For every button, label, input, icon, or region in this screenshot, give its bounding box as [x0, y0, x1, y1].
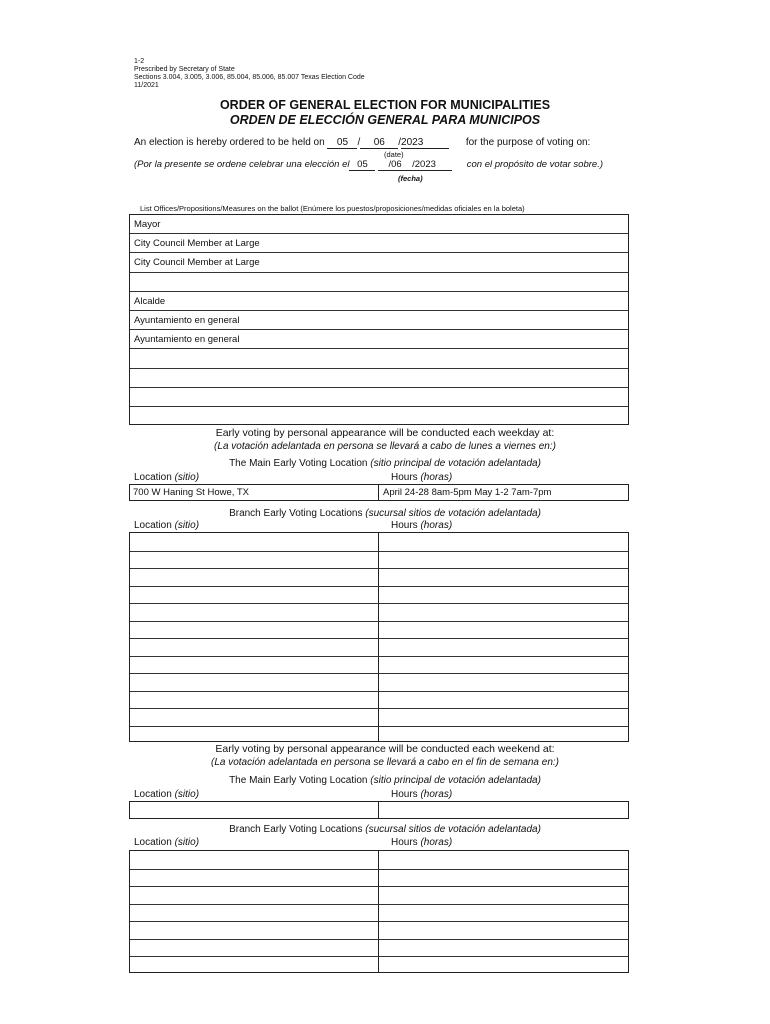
weekday-main-location[interactable]: 700 W Haning St Howe, TX	[133, 487, 249, 498]
weekday-main-title: The Main Early Voting Location (sitio principal de votación adelantada)	[229, 458, 541, 469]
office-row[interactable]: Ayuntamiento en general	[130, 311, 628, 330]
table-row-divider	[130, 551, 628, 552]
table-row-divider	[130, 656, 628, 657]
table-row-divider	[130, 939, 628, 940]
form-date: 11/2021	[134, 82, 159, 89]
election-text-en: An election is hereby ordered to be held on	[134, 137, 325, 148]
office-row[interactable]	[130, 349, 628, 368]
date-label: (date)	[384, 150, 404, 159]
offices-heading: List Offices/Propositions/Measures on the ballot (Enúmere los puestos/proposiciones/medidas oficiales en la boleta)	[140, 204, 525, 213]
year-field[interactable]: 2023	[401, 137, 449, 149]
table-row-divider	[130, 886, 628, 887]
weekday-branch-hours-header: Hours (horas)	[391, 520, 453, 531]
table-row-divider	[130, 673, 628, 674]
code-sections: Sections 3.004, 3.005, 3.006, 85.004, 85.006, 85.007 Texas Election Code	[134, 74, 365, 81]
year-field-es[interactable]: /2023	[412, 159, 452, 171]
office-row[interactable]	[130, 388, 628, 407]
office-row[interactable]: City Council Member at Large	[130, 234, 628, 253]
office-row[interactable]: City Council Member at Large	[130, 253, 628, 272]
table-row-divider	[130, 586, 628, 587]
weekday-branch-table	[129, 532, 629, 742]
election-after-es: con el propósito de votar sobre.)	[466, 159, 603, 170]
table-row-divider	[130, 956, 628, 957]
title-spanish: ORDEN DE ELECCIÓN GENERAL PARA MUNICIPOS	[229, 113, 541, 127]
day-field-es[interactable]: /06	[378, 159, 412, 171]
table-row-divider	[130, 708, 628, 709]
weekday-main-table	[129, 484, 629, 501]
election-text-es: (Por la presente se ordene celebrar una elección el	[134, 159, 350, 170]
office-row[interactable]	[130, 369, 628, 388]
form-number: 1-2	[134, 58, 145, 65]
weekend-main-title: The Main Early Voting Location (sitio principal de votación adelantada)	[229, 775, 541, 786]
table-row-divider	[130, 726, 628, 727]
weekday-hours-header: Hours (horas)	[391, 472, 453, 483]
weekend-hours-header: Hours (horas)	[391, 789, 453, 800]
offices-list	[129, 214, 629, 425]
weekend-branch-hours-header: Hours (horas)	[391, 837, 453, 848]
table-row-divider	[130, 921, 628, 922]
prescribed-by: Prescribed by Secretary of State	[134, 66, 235, 73]
weekend-branch-location-header: Location (sitio)	[134, 837, 200, 848]
table-row-divider	[130, 568, 628, 569]
fecha-label: (fecha)	[398, 174, 423, 183]
office-row[interactable]: Mayor	[130, 215, 628, 234]
weekday-main-hours[interactable]: April 24-28 8am-5pm May 1-2 7am-7pm	[383, 487, 552, 498]
weekend-branch-table	[129, 850, 629, 973]
weekday-location-header: Location (sitio)	[134, 472, 200, 483]
weekend-branch-title: Branch Early Voting Locations (sucursal sitios de votación adelantada)	[229, 824, 541, 835]
election-after-en: for the purpose of voting on:	[465, 137, 591, 148]
day-field[interactable]: 06	[360, 137, 398, 149]
month-field[interactable]: 05	[327, 137, 357, 149]
weekend-main-table	[129, 801, 629, 819]
office-row[interactable]	[130, 407, 628, 426]
table-row-divider	[130, 603, 628, 604]
table-row-divider	[130, 869, 628, 870]
weekend-line-es: (La votación adelantada en persona se llevará a cabo en el fin de semana en:)	[210, 757, 559, 768]
weekday-branch-location-header: Location (sitio)	[134, 520, 200, 531]
office-row[interactable]: Alcalde	[130, 292, 628, 311]
title-english: ORDER OF GENERAL ELECTION FOR MUNICIPALITIES	[219, 98, 551, 112]
table-row-divider	[130, 638, 628, 639]
office-row[interactable]: Ayuntamiento en general	[130, 330, 628, 349]
weekend-line-en: Early voting by personal appearance will be conducted each weekend at:	[215, 743, 555, 755]
weekday-line-en: Early voting by personal appearance will be conducted each weekday at:	[215, 427, 555, 439]
weekday-branch-title: Branch Early Voting Locations (sucursal sitios de votación adelantada)	[229, 508, 541, 519]
election-line-es	[134, 159, 603, 171]
table-row-divider	[130, 691, 628, 692]
weekend-location-header: Location (sitio)	[134, 789, 200, 800]
weekday-line-es: (La votación adelantada en persona se llevará a cabo de lunes a viernes en:)	[214, 441, 556, 452]
table-row-divider	[130, 904, 628, 905]
table-row-divider	[130, 621, 628, 622]
office-row[interactable]	[130, 273, 628, 292]
month-field-es[interactable]: 05	[349, 159, 375, 171]
election-line-en: An election is hereby ordered to be held on 05 / 06 /2023 for the purpose of voting on:	[134, 137, 591, 148]
